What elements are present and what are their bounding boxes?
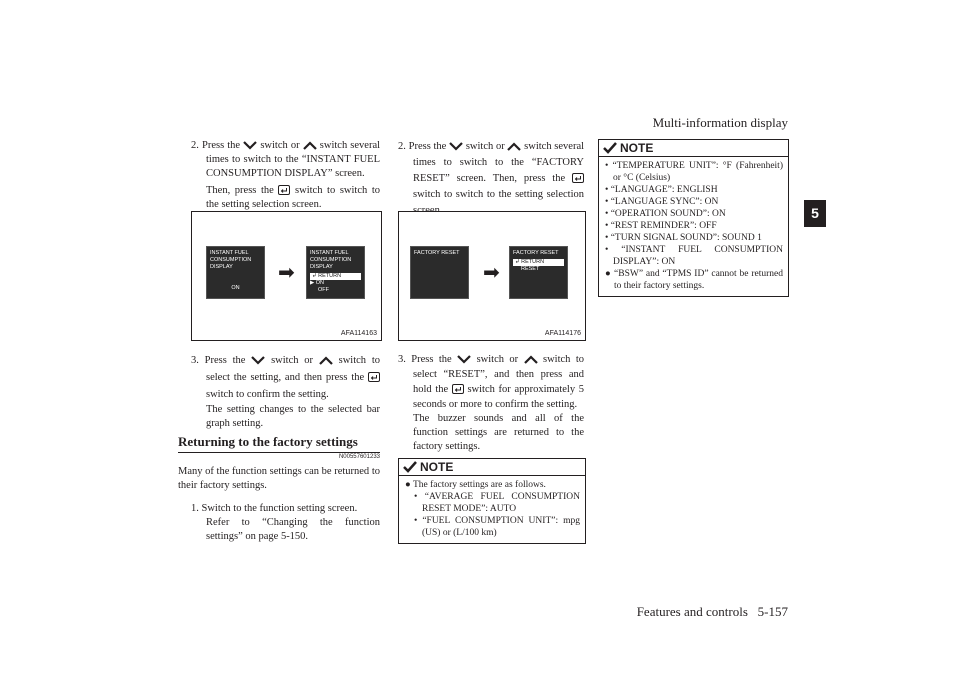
screen-option: ON [315,280,325,286]
step-text: Then, press the [206,185,274,196]
arrow-right-icon: ➡ [483,260,500,284]
step-text: Press the [408,141,447,152]
note-check-icon [603,142,617,154]
step-number: 1. [191,503,199,514]
chevron-down-icon [243,141,257,150]
screen-return-option: ↲ RETURN [513,259,564,266]
step-text: switch to switch to the setting selection [413,189,584,200]
note-bullet: ● The factory settings are as follows. [405,480,546,490]
screen-line: CONSUMPTION DISPLAY [210,257,252,270]
step-number: 2. [191,140,199,151]
step-text: Refer to “Changing the function settings” on page 5-150. [206,517,380,542]
step-text: switch to select the setting, and then press the [206,355,381,383]
step-text: Press the [411,354,452,365]
step-2-factory-reset-screen [398,139,584,219]
step-number: 2. [398,141,406,152]
note-header [599,140,788,157]
display-screen-before [410,246,469,299]
footer-section: Features and controls [636,604,748,619]
enter-switch-icon [572,173,584,183]
step-number: 3. [398,354,406,365]
step-text: switch to confirm the setting. [206,389,329,400]
step-text: switch several times to switch to the “FACTORY RESET” screen. Then, press the [413,141,585,184]
step-3-hold-to-reset [398,352,584,454]
step-text: switch to select “RESET”, and then press and hold the [413,354,585,395]
display-screen-before [206,246,265,299]
page-header-title: Multi-information display [652,115,788,130]
note-item: • “REST REMINDER”: OFF [605,221,717,231]
step-text: Switch to the function setting screen. [201,503,358,514]
note-item: • “LANGUAGE SYNC”: ON [605,197,719,207]
figure-id: AFA114176 [544,330,581,337]
screen-line: INSTANT FUEL [210,250,249,256]
step-text: switch for approximately 5 seconds or more to confirm the setting. [413,384,584,410]
screen-option: OFF [318,287,329,293]
footer-page-number: 5-157 [757,604,788,619]
step-text: switch or [476,354,519,365]
screen-value: ON [231,285,240,291]
note-label: NOTE [620,141,654,155]
section-intro: Many of the function settings can be returned to their factory settings. [178,466,380,491]
step-text: The buzzer sounds and all of the function settings are returned to the factory settings. [413,413,584,452]
display-screen-after [509,246,568,299]
step-text: switch or [260,140,300,151]
note-item: • “LANGUAGE”: ENGLISH [605,185,718,195]
screen-option-row: ▶ ON [310,280,325,286]
enter-switch-icon [278,185,290,195]
enter-switch-icon [452,384,464,394]
note-item: • “FUEL CONSUMPTION UNIT”: mpg (US) or (L/100 km) [414,516,580,538]
step-text: The setting changes to the selected bar graph setting. [206,404,380,429]
chevron-up-icon [303,141,317,150]
step-text: switch or [271,355,314,366]
arrow-right-icon: ➡ [278,260,295,284]
step-text: switch to switch to the setting selection screen. [206,185,381,210]
screen-line: FACTORY RESET [513,250,559,256]
step-1-open-settings [191,502,380,544]
step-text: switch several times to switch to the “INSTANT FUEL CONSUMPTION DISPLAY” screen. [206,140,381,179]
chevron-up-icon [319,356,333,365]
note-item: • “TEMPERATURE UNIT”: °F (Fahrenheit) or °C (Celsius) [605,161,783,183]
step-3-confirm-setting [191,352,380,431]
figure-factory-reset [398,211,586,341]
figure-instant-fuel-display [191,211,382,341]
note-item: • “AVERAGE FUEL CONSUMPTION RESET MODE”: AUTO [414,492,580,514]
note-header [399,459,585,476]
screen-line: FACTORY RESET [414,250,460,256]
note-bullet: ● “BSW” and “TPMS ID” cannot be returned to their factory settings. [605,269,783,291]
screen-option: RETURN [521,259,545,265]
note-item: • “TURN SIGNAL SOUND”: SOUND 1 [605,233,762,243]
note-bullet-text: “BSW” and “TPMS ID” cannot be returned to their factory settings. [614,269,783,291]
note-item: • “OPERATION SOUND”: ON [605,209,726,219]
chevron-up-icon [524,355,538,364]
step-text: Press the [204,355,246,366]
note-label: NOTE [420,460,454,474]
note-check-icon [403,461,417,473]
chevron-up-icon [507,142,521,151]
section-code: N00557601233 [338,454,380,460]
note-bullet-text: The factory settings are as follows. [412,480,546,490]
enter-switch-icon [368,372,380,382]
screen-line: INSTANT FUEL [310,250,349,256]
step-text: switch or [465,141,505,152]
screen-option: RETURN [318,273,342,279]
section-heading: Returning to the factory settings [178,434,380,453]
note-box-factory-settings-continued [598,139,789,297]
display-screen-after [306,246,365,299]
screen-line: CONSUMPTION DISPLAY [310,257,352,270]
figure-id: AFA114163 [340,330,377,337]
step-text: Press the [201,140,241,151]
chevron-down-icon [251,356,265,365]
note-box-factory-settings [398,458,586,544]
screen-return-option: ↲ RETURN [310,273,361,280]
step-number: 3. [191,355,199,366]
note-item: • “INSTANT FUEL CONSUMPTION DISPLAY”: ON [605,245,783,267]
step-2-select-display [191,139,380,212]
chapter-tab: 5 [804,200,826,227]
chevron-down-icon [457,355,471,364]
chevron-down-icon [449,142,463,151]
page-footer [637,604,788,620]
screen-option: RESET [521,266,540,272]
